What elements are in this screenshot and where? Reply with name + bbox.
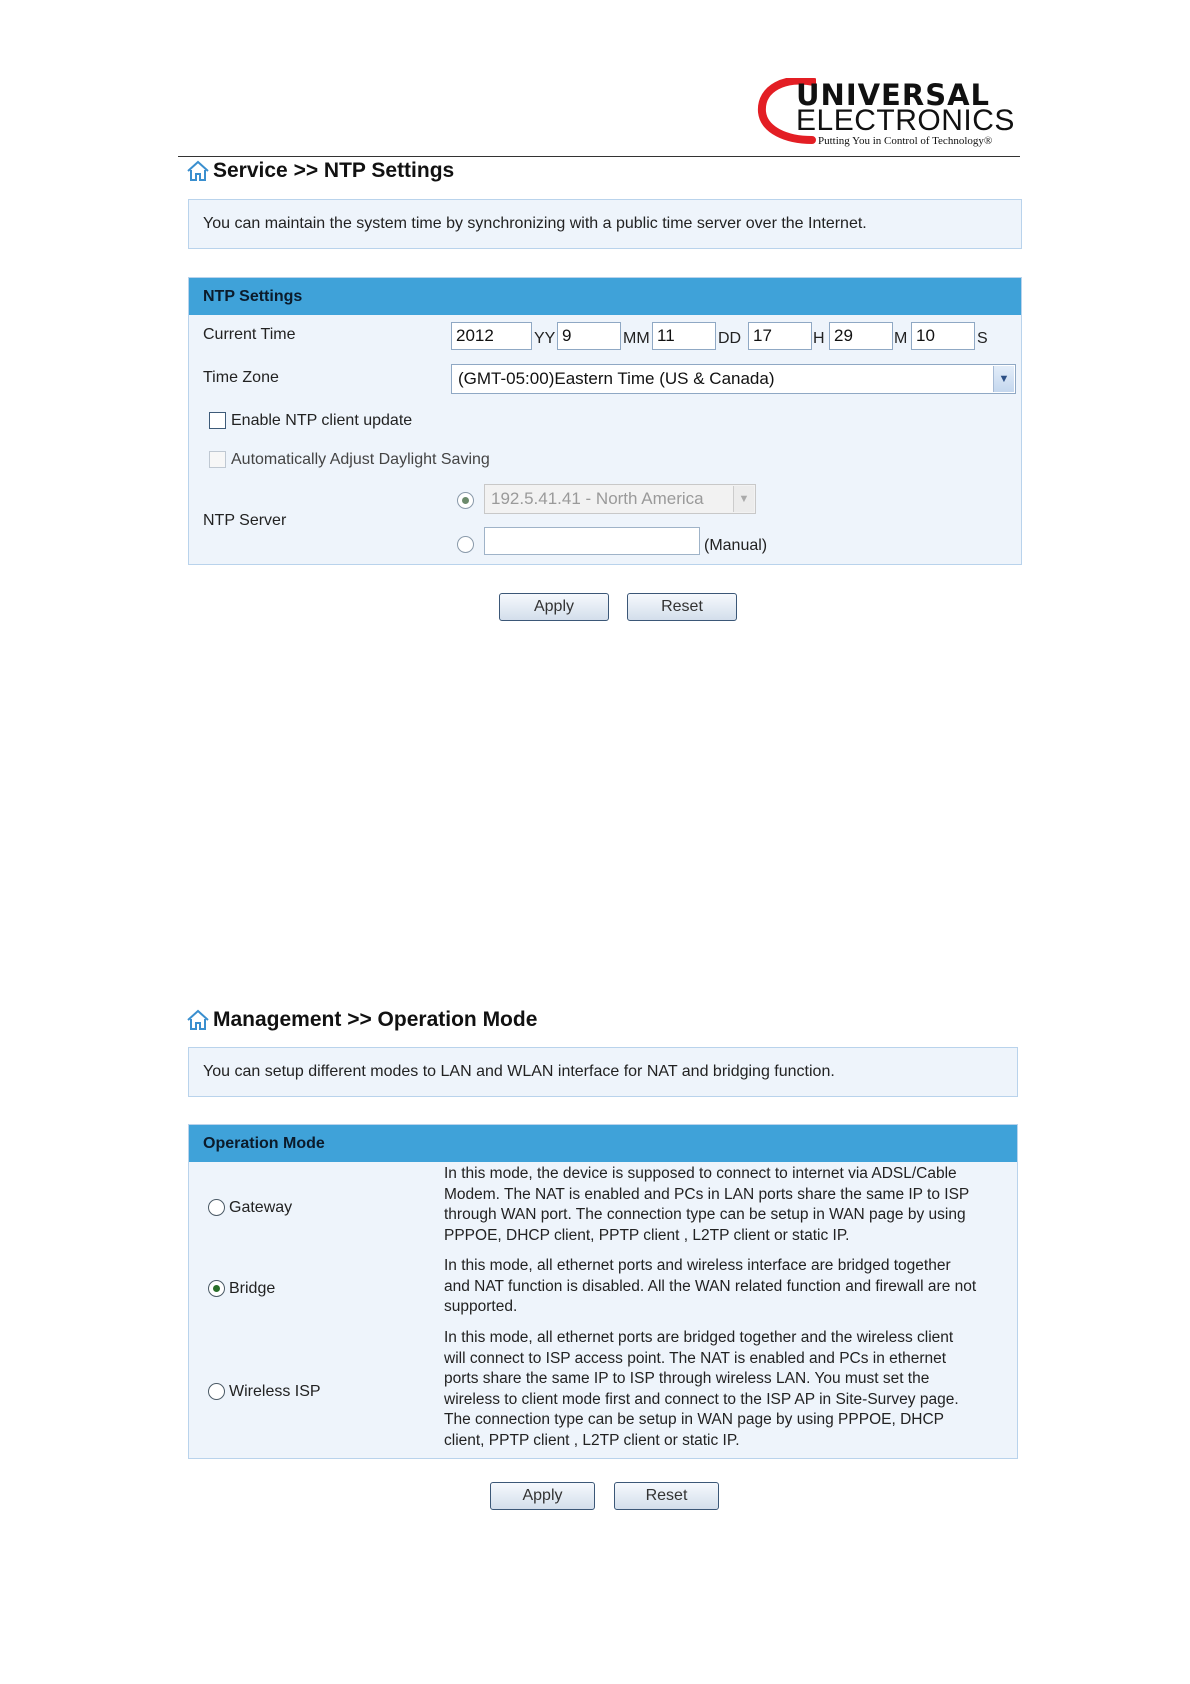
wireless-isp-radio[interactable]: [208, 1383, 225, 1400]
year-input[interactable]: 2012: [451, 322, 532, 350]
bridge-desc-line: and NAT function is disabled. All the WAN related function and firewall are not: [444, 1277, 977, 1295]
logo-line-2: ELECTRONICS: [796, 104, 1015, 137]
ntp-panel-title: NTP Settings: [203, 287, 303, 305]
ntp-manual-input[interactable]: [484, 527, 700, 555]
chevron-down-icon[interactable]: ▼: [733, 486, 754, 512]
ntp-server-preset-radio[interactable]: [457, 492, 474, 509]
hour-input[interactable]: 17: [748, 322, 812, 350]
wireless-isp-desc-line: will connect to ISP access point. The NAT is enabled and PCs in ethernet: [444, 1349, 947, 1367]
logo-line-1: UNIVERSAL: [796, 78, 991, 112]
ntp-server-label: NTP Server: [203, 512, 287, 529]
wireless-isp-desc-line: client, PPTP client , L2TP client or static IP.: [444, 1431, 740, 1449]
year-unit: YY: [534, 330, 556, 347]
bridge-label: Bridge: [229, 1280, 276, 1297]
daylight-saving-checkbox[interactable]: [209, 451, 226, 468]
bridge-description: [444, 1256, 976, 1318]
time-zone-value: (GMT-05:00)Eastern Time (US & Canada): [458, 369, 775, 388]
gateway-description: [444, 1164, 969, 1246]
wireless-isp-desc-line: wireless to client mode first and connect to the ISP AP in Site-Survey page.: [444, 1390, 959, 1408]
daylight-saving-label: Automatically Adjust Daylight Saving: [231, 451, 490, 468]
month-unit: MM: [623, 330, 650, 347]
op-apply-button[interactable]: Apply: [490, 1482, 595, 1510]
bridge-desc-line: In this mode, all ethernet ports and wireless interface are bridged together: [444, 1257, 951, 1274]
gateway-desc-line: PPPOE, DHCP client, PPTP client , L2TP client or static IP.: [444, 1226, 850, 1244]
enable-ntp-checkbox[interactable]: [209, 412, 226, 429]
ntp-page-title-text: Service >> NTP Settings: [213, 159, 455, 182]
ntp-reset-button[interactable]: Reset: [627, 593, 737, 621]
ntp-panel-header: [189, 278, 1021, 315]
gateway-desc-line: through WAN port. The connection type can be setup in WAN page by using: [444, 1206, 966, 1223]
universal-electronics-logo: [756, 78, 1038, 148]
second-unit: S: [977, 330, 988, 347]
hour-unit: H: [813, 330, 825, 347]
enable-ntp-label: Enable NTP client update: [231, 412, 413, 429]
wireless-isp-desc-line: In this mode, all ethernet ports are bridged together and the wireless client: [444, 1329, 954, 1346]
op-page-title: [186, 1008, 537, 1032]
ntp-page-title: [186, 159, 454, 183]
op-reset-button[interactable]: Reset: [614, 1482, 719, 1510]
op-description: [188, 1047, 1018, 1097]
ntp-apply-button[interactable]: Apply: [499, 593, 609, 621]
op-panel-title: Operation Mode: [203, 1134, 325, 1152]
gateway-desc-line: In this mode, the device is supposed to connect to internet via ADSL/Cable: [444, 1165, 957, 1182]
second-input[interactable]: 10: [911, 322, 975, 350]
minute-unit: M: [894, 330, 908, 347]
wireless-isp-label: Wireless ISP: [229, 1383, 321, 1400]
minute-input[interactable]: 29: [829, 322, 893, 350]
day-input[interactable]: 11: [652, 322, 716, 350]
ntp-description-text: You can maintain the system time by synchronizing with a public time server over the Internet.: [203, 215, 867, 232]
wireless-isp-description: [444, 1328, 959, 1451]
wireless-isp-desc-line: ports share the same IP to ISP through wireless LAN. You must set the: [444, 1370, 930, 1387]
bridge-desc-line: supported.: [444, 1298, 518, 1315]
ntp-server-value: 192.5.41.41 - North America: [491, 489, 704, 508]
gateway-radio[interactable]: [208, 1199, 225, 1216]
logo-tagline: Putting You in Control of Technology®: [818, 135, 993, 147]
time-zone-select[interactable]: [451, 364, 1016, 394]
time-zone-label: Time Zone: [203, 369, 279, 386]
chevron-down-icon[interactable]: ▼: [993, 366, 1014, 392]
gateway-desc-line: Modem. The NAT is enabled and PCs in LAN ports share the same IP to ISP: [444, 1185, 970, 1203]
ntp-description: [188, 199, 1022, 249]
day-unit: DD: [718, 330, 742, 347]
gateway-label: Gateway: [229, 1199, 293, 1216]
home-icon[interactable]: [186, 160, 210, 182]
month-input[interactable]: 9: [557, 322, 621, 350]
ntp-server-select[interactable]: [484, 484, 756, 514]
current-time-label: Current Time: [203, 326, 296, 343]
home-icon[interactable]: [186, 1009, 210, 1031]
wireless-isp-desc-line: The connection type can be setup in WAN page by using PPPOE, DHCP: [444, 1411, 944, 1428]
op-panel-header: [189, 1125, 1017, 1162]
bridge-radio[interactable]: [208, 1280, 225, 1297]
ntp-server-manual-radio[interactable]: [457, 536, 474, 553]
op-description-text: You can setup different modes to LAN and WLAN interface for NAT and bridging function.: [203, 1063, 835, 1080]
op-page-title-text: Management >> Operation Mode: [213, 1008, 538, 1031]
manual-label: (Manual): [704, 537, 768, 554]
header-divider: [178, 156, 1020, 157]
